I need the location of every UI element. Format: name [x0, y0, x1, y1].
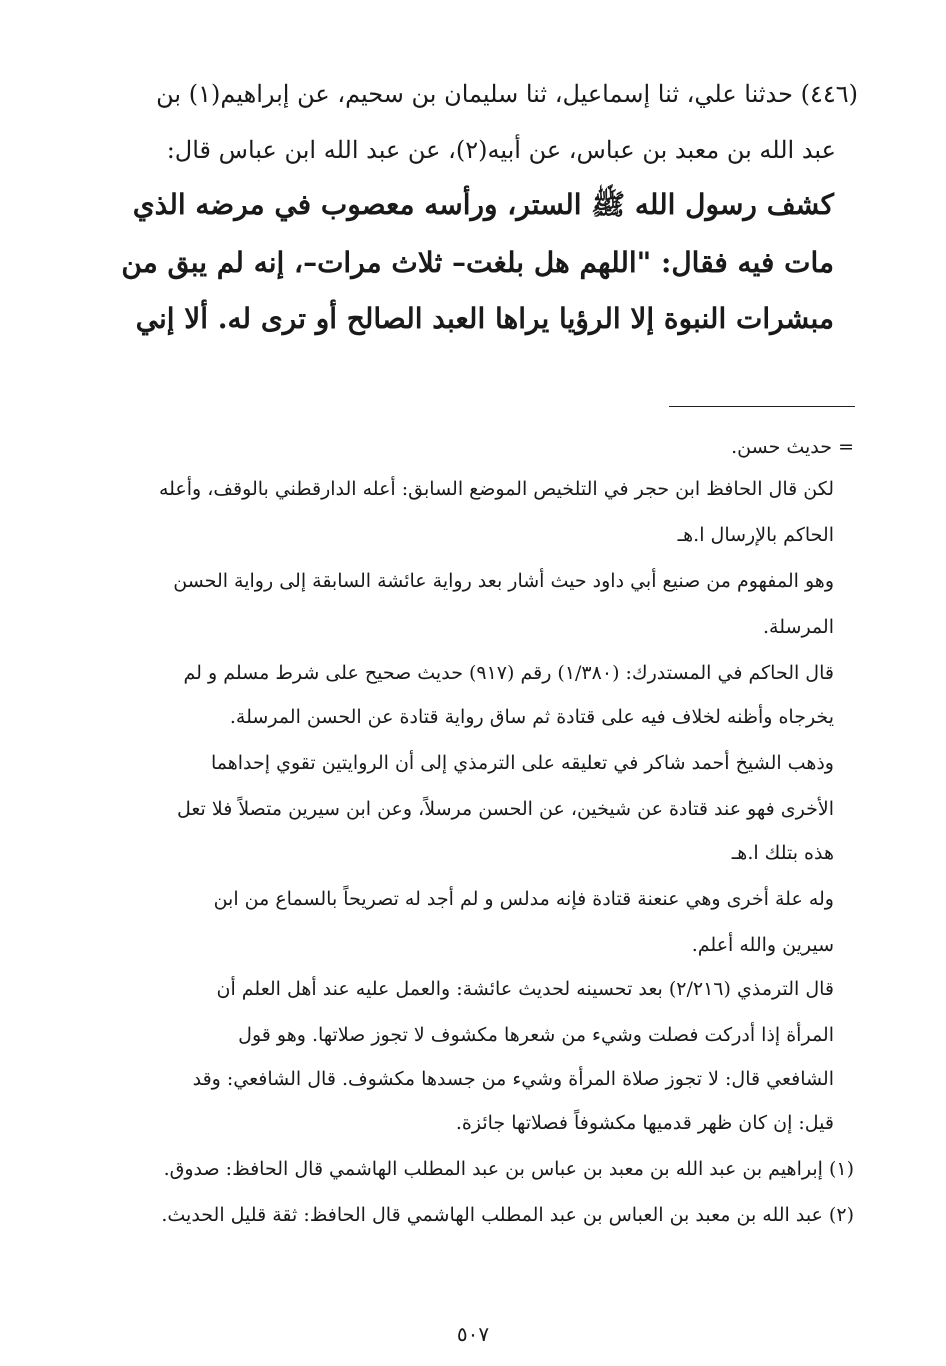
- footnote-line: وهو المفهوم من صنيع أبي داود حيث أشار بعد رواية عائشة السابقة إلى رواية الحسن: [173, 570, 834, 592]
- footnote-line: الشافعي قال: لا تجوز صلاة المرأة وشيء من جسدها مكشوف. قال الشافعي: وقد: [192, 1068, 834, 1090]
- footnote-line: الأخرى فهو عند قتادة عن شيخين، عن الحسن مرسلاً، وعن ابن سيرين متصلاً فلا تعل: [176, 798, 834, 820]
- footnote-line: يخرجاه وأظنه لخلاف فيه على قتادة ثم ساق رواية قتادة عن الحسن المرسلة.: [229, 706, 834, 728]
- footnote-line: قال الحاكم في المستدرك: (١/٣٨٠) رقم (٩١٧) حديث صحيح على شرط مسلم و لم: [183, 662, 834, 684]
- footnote-line: المرأة إذا أدركت فصلت وشيء من شعرها مكشوف لا تجوز صلاتها. وهو قول: [238, 1024, 834, 1046]
- footnote-line: وذهب الشيخ أحمد شاكر في تعليقه على الترمذي إلى أن الروايتين تقوي إحداهما: [210, 752, 834, 774]
- footnote-line: سيرين والله أعلم.: [691, 934, 834, 956]
- footnote-line: قيل: إن كان ظهر قدميها مكشوفاً فصلاتها جائزة.: [455, 1112, 834, 1134]
- footnote-line: الحاكم بالإرسال ا.هـ: [677, 524, 834, 546]
- page-number: ٥٠٧: [456, 1322, 490, 1346]
- isnad-line-2: عبد الله بن معبد بن عباس، عن أبيه(٢)، عن عبد الله ابن عباس قال:: [166, 136, 836, 164]
- footnote-line: المرسلة.: [763, 616, 834, 638]
- footnote-separator: [669, 406, 855, 407]
- matn-line-3: مبشرات النبوة إلا الرؤيا يراها العبد الصالح أو ترى له. ألا إني: [135, 302, 834, 335]
- footnote-line: هذه بتلك ا.هـ: [731, 842, 834, 864]
- footnote-line: وله علة أخرى وهي عنعنة قتادة فإنه مدلس و لم أجد له تصريحاً بالسماع من ابن: [213, 888, 834, 910]
- footnote-line: = حديث حسن.: [731, 436, 854, 458]
- footnote-line: قال الترمذي (٢/٢١٦) بعد تحسينه لحديث عائشة: والعمل عليه عند أهل العلم أن: [216, 978, 834, 1000]
- isnad-line-1: (٤٤٦) حدثنا علي، ثنا إسماعيل، ثنا سليمان بن سحيم، عن إبراهيم(١) بن: [156, 80, 858, 108]
- footnote-line: (١) إبراهيم بن عبد الله بن معبد بن عباس بن عبد المطلب الهاشمي قال الحافظ: صدوق.: [163, 1158, 854, 1180]
- matn-line-1: كشف رسول الله ﷺ الستر، ورأسه معصوب في مرضه الذي: [132, 188, 834, 221]
- matn-line-2: مات فيه فقال: "اللهم هل بلغت– ثلاث مرات–، إنه لم يبق من: [121, 246, 834, 279]
- footnote-line: (٢) عبد الله بن معبد بن العباس بن عبد المطلب الهاشمي قال الحافظ: ثقة قليل الحديث.: [161, 1204, 854, 1226]
- footnote-line: لكن قال الحافظ ابن حجر في التلخيص الموضع السابق: أعله الدارقطني بالوقف، وأعله: [158, 478, 834, 500]
